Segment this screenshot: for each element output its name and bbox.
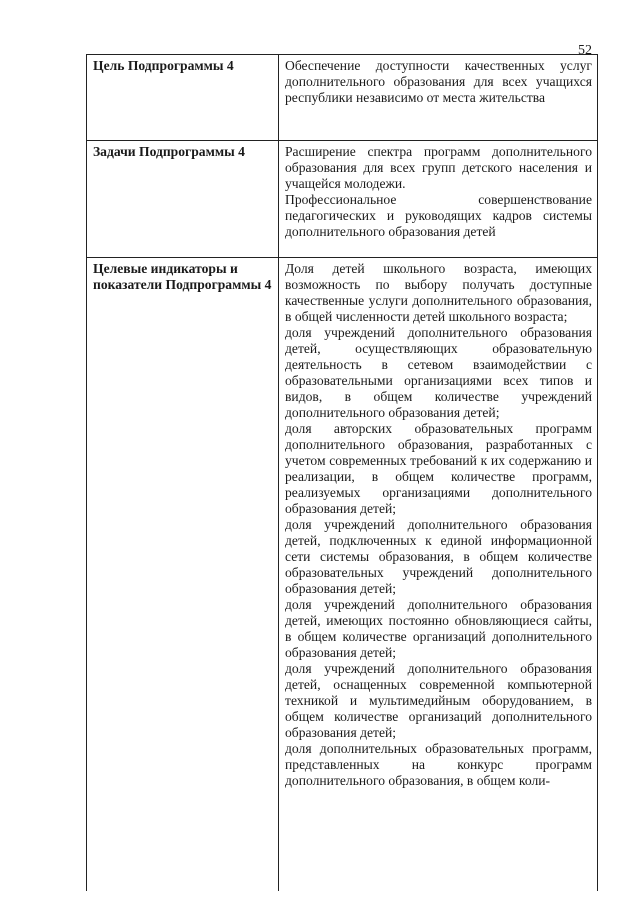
page-number: 52 bbox=[578, 43, 592, 58]
indicator-paragraph: доля авторских образовательных программ дополнительного образования, разработанных с учетом современных требований к их содержанию и реализации, в общем количестве программ, реализуемых организациями дополнительного образования детей; bbox=[285, 421, 592, 516]
row-content-goal bbox=[279, 55, 598, 141]
goal-paragraph: Обеспечение доступности качественных услуг дополнительного образования для всех учащихся республики независимо от места жительства bbox=[285, 58, 592, 105]
subprogram-passport-table bbox=[86, 54, 598, 891]
row-content-tasks bbox=[279, 141, 598, 258]
row-label-goal: Цель Подпрограммы 4 bbox=[87, 55, 279, 141]
row-content-indicators bbox=[279, 258, 598, 892]
indicator-paragraph: доля дополнительных образовательных программ, представленных на конкурс программ дополнительного образования, в общем коли- bbox=[285, 741, 592, 788]
row-label-tasks: Задачи Подпрограммы 4 bbox=[87, 141, 279, 258]
tasks-paragraph: Расширение спектра программ дополнительного образования для всех групп детского населения и учащейся молодежи. bbox=[285, 144, 592, 191]
indicator-paragraph: Доля детей школьного возраста, имеющих возможность по выбору получать доступные качественные услуги дополнительного образования, в общей численности детей школьного возраста; bbox=[285, 261, 592, 324]
row-label-indicators: Целевые индикаторы и показатели Подпрограммы 4 bbox=[87, 258, 279, 892]
indicator-paragraph: доля учреждений дополнительного образования детей, оснащенных современной компьютерной техникой и мультимедийным оборудованием, в общем количестве организаций дополнительного образования детей; bbox=[285, 661, 592, 740]
tasks-paragraph: Профессиональное совершенствование педагогических и руководящих кадров системы дополнительного образования детей bbox=[285, 192, 592, 239]
indicator-paragraph: доля учреждений дополнительного образования детей, осуществляющих образовательную деятельность в сетевом взаимодействии с образовательными организациями всех типов и видов, в общем количестве учреждений дополнительного образования детей; bbox=[285, 325, 592, 420]
table-row-indicators bbox=[87, 258, 598, 892]
table-row-goal bbox=[87, 55, 598, 141]
indicator-paragraph: доля учреждений дополнительного образования детей, имеющих постоянно обновляющиеся сайты, в общем количестве организаций дополнительного образования детей; bbox=[285, 597, 592, 660]
indicator-paragraph: доля учреждений дополнительного образования детей, подключенных к единой информационной сети системы образования, в общем количестве образовательных учреждений дополнительного образования детей; bbox=[285, 517, 592, 596]
table-row-tasks bbox=[87, 141, 598, 258]
